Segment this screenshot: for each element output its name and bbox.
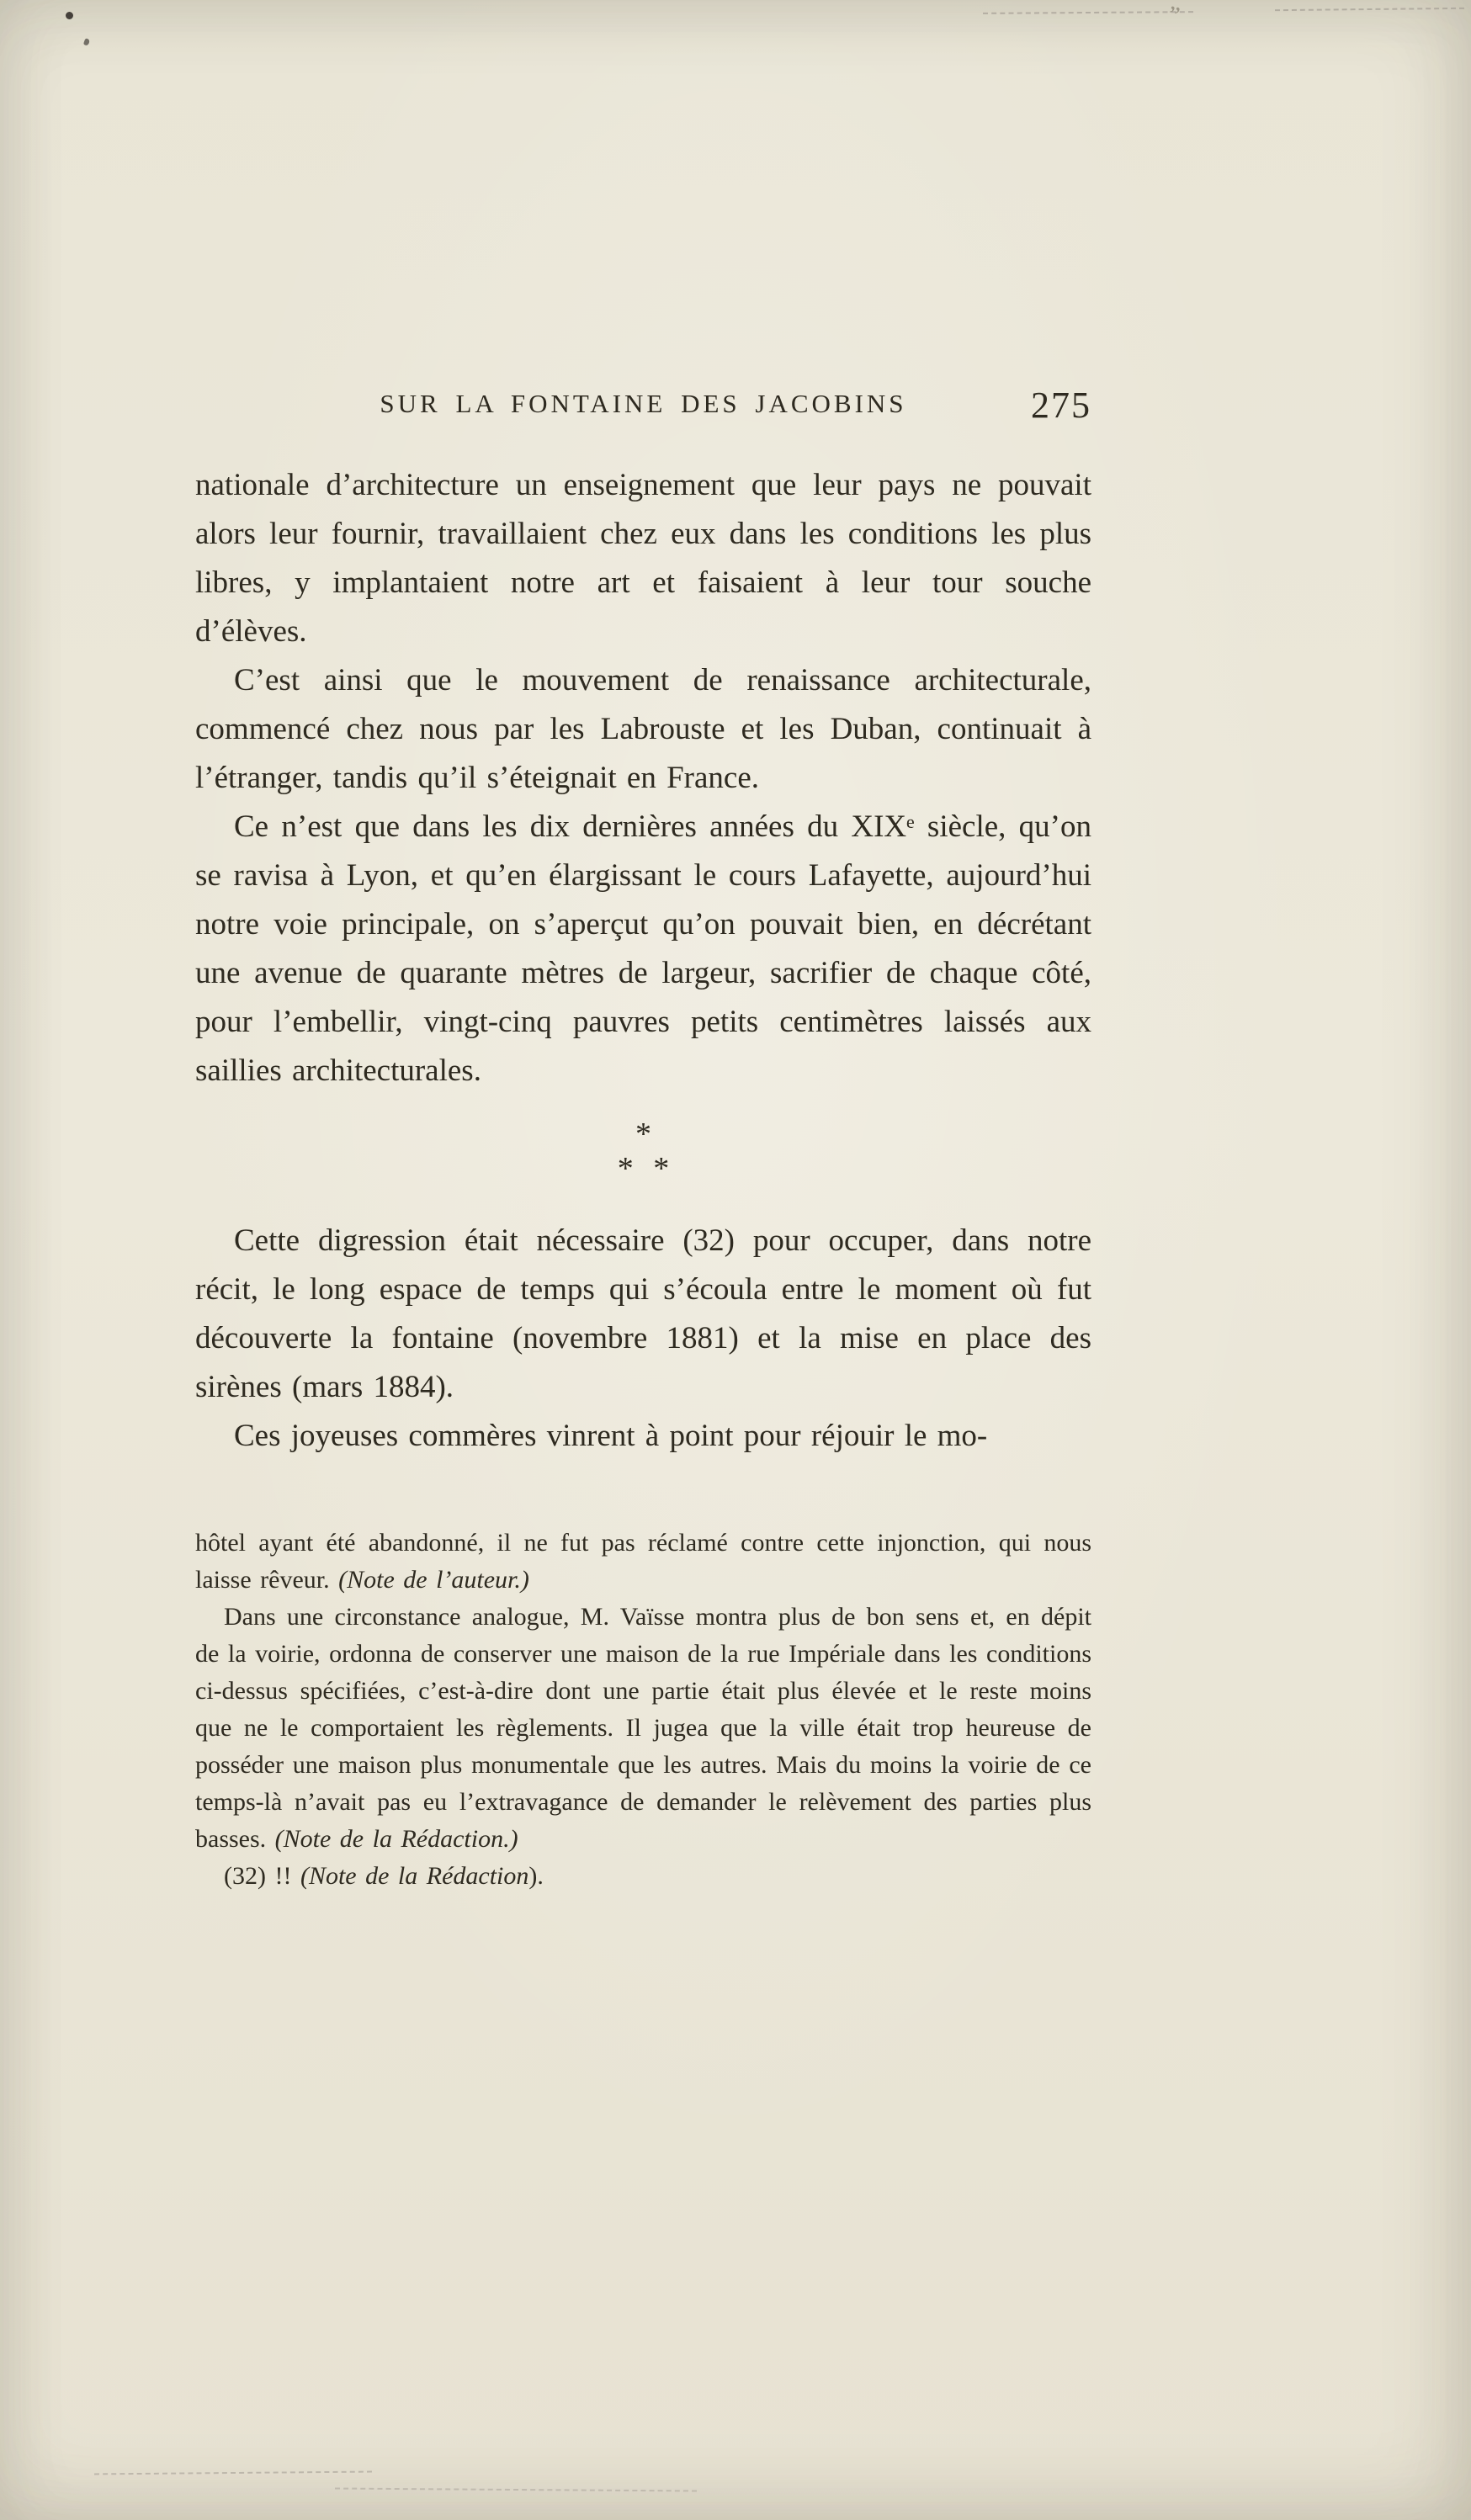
footnote-text: ). <box>528 1862 544 1890</box>
separator-asterisks-bottom: * * <box>617 1151 670 1186</box>
footnote-text: hôtel ayant été abandonné, il ne fut pas réclamé contre cette injonction, qui nous laisse rêveur. <box>195 1529 1091 1594</box>
scan-artifact <box>983 11 1193 14</box>
footnote-attribution: (Note de l’auteur.) <box>338 1566 529 1594</box>
scan-artifact <box>66 12 73 19</box>
scan-artifact <box>94 2471 372 2475</box>
text-column <box>195 461 1091 1895</box>
footnote-2 <box>195 1599 1091 1858</box>
page-number: 275 <box>1031 385 1091 426</box>
scan-artifact <box>335 2487 697 2491</box>
paragraph-3: Ce n’est que dans les dix dernières années du XIXᵉ siècle, qu’on se ravisa à Lyon, et qu’en élargissant le cours Lafayette, aujourd’hui notre voie principale, on s’aperçut qu’on pouvait bien, en décrétant une avenue de quarante mètres de largeur, sacrifier de chaque côté, pour l’embellir, vingt-cinq pauvres petits centimètres laissés aux saillies architecturales. <box>195 809 1091 1088</box>
scan-artifact: ” <box>1165 0 1182 31</box>
scan-artifact <box>83 38 90 46</box>
separator-asterisk-top: * <box>635 1117 651 1152</box>
scan-artifact <box>1275 8 1464 11</box>
paragraph-1: nationale d’architecture un enseignement que leur pays ne pouvait alors leur fournir, travaillaient chez eux dans les conditions les plus libres, y implantaient notre art et faisaient à leur tour souche d’élèves. <box>195 468 1091 649</box>
paragraph-4: Cette digression était nécessaire (32) pour occuper, dans notre récit, le long espace de temps qui s’écoula entre le moment où fut découverte la fontaine (novembre 1881) et la mise en place des sirènes (mars 1884). <box>195 1223 1091 1404</box>
footnotes-section <box>195 1525 1091 1895</box>
page-header <box>195 385 1091 429</box>
paragraph-2: C’est ainsi que le mouvement de renaissance architecturale, commencé chez nous par les Labrouste et les Duban, continuait à l’étranger, tandis qu’il s’éteignait en France. <box>195 663 1091 795</box>
footnote-text: Dans une circonstance analogue, M. Vaïsse montra plus de bon sens et, en dépit de la voirie, ordonna de conserver une maison de la rue Impériale dans les conditions ci-dessus spécifiées, c’est-à-dire dont une partie était plus élevée et le reste moins que ne le comportaient les règlements. Il jugea que la ville était trop heureuse de posséder une maison plus monumentale que les autres. Mais du moins la voirie de ce temps-là n’avait pas eu l’extravagance de demander le relèvement des parties plus basses. <box>195 1603 1091 1853</box>
footnote-3 <box>195 1858 1091 1895</box>
footnote-1 <box>195 1525 1091 1599</box>
running-title: SUR LA FONTAINE DES JACOBINS <box>380 389 907 418</box>
footnote-attribution: (Note de la Rédaction <box>300 1862 529 1890</box>
paragraph-5: Ces joyeuses commères vinrent à point pour réjouir le mo- <box>234 1419 988 1453</box>
footnote-marker: (32) !! <box>224 1862 300 1890</box>
section-separator <box>195 1117 1091 1186</box>
footnote-attribution: (Note de la Rédaction.) <box>274 1825 518 1853</box>
